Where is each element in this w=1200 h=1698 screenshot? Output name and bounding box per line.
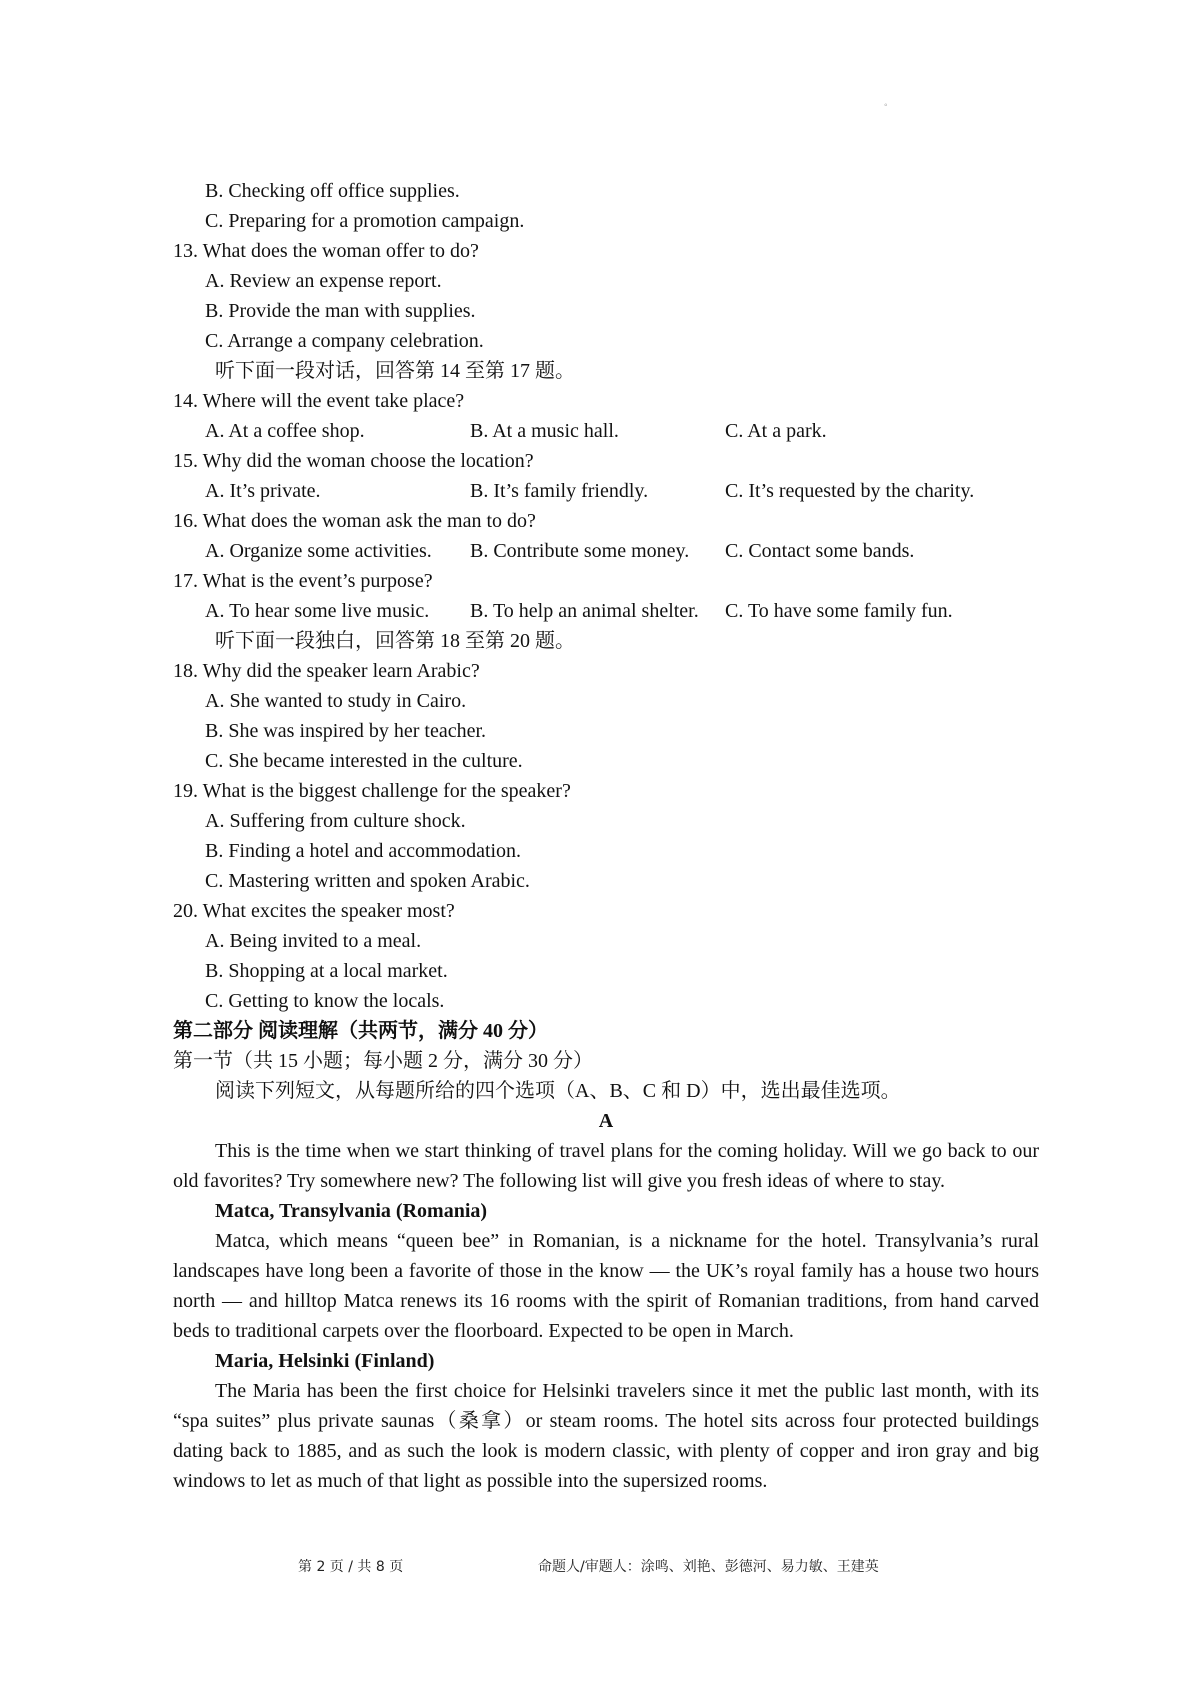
question-16: 16. What does the woman ask the man to do? (173, 510, 536, 532)
options-row-17 (173, 596, 1039, 626)
option-a: A. It’s private. (205, 480, 321, 502)
option-line: A. Review an expense report. (205, 270, 442, 292)
question-20: 20. What excites the speaker most? (173, 900, 455, 922)
option-c: C. To have some family fun. (725, 600, 953, 622)
option-b: B. To help an animal shelter. (470, 600, 699, 622)
hotel1-paragraph: Matca, which means “queen bee” in Romanian, is a nickname for the hotel. Transylvania’s rural landscapes have long been a favorite of those in the know — the UK’s royal family has a house two hours north — and hilltop Matca renews its 16 rooms with the spirit of Romanian traditions, from hand carved beds to traditional carpets over the floorboard. Expected to be open in March. (173, 1230, 1039, 1342)
question-14: 14. Where will the event take place? (173, 390, 465, 412)
page-content (173, 176, 1039, 1496)
option-c: C. Contact some bands. (725, 540, 915, 562)
option-line: C. Preparing for a promotion campaign. (205, 210, 525, 232)
question-15: 15. Why did the woman choose the location? (173, 450, 534, 472)
question-18: 18. Why did the speaker learn Arabic? (173, 660, 480, 682)
option-b: B. Contribute some money. (470, 540, 690, 562)
hotel2-title: Maria, Helsinki (Finland) (215, 1350, 435, 1372)
option-b: B. It’s family friendly. (470, 480, 649, 502)
authors: 命题人/审题人：涂鸣、刘艳、彭德河、易力敏、王建英 (538, 1559, 879, 1575)
instruction-14-17: 听下面一段对话，回答第 14 至第 17 题。 (215, 360, 575, 382)
question-17: 17. What is the event’s purpose? (173, 570, 433, 592)
section1-title: 第一节（共 15 小题；每小题 2 分，满分 30 分） (173, 1050, 593, 1072)
option-c: C. Getting to know the locals. (205, 990, 445, 1012)
option-a: A. At a coffee shop. (205, 420, 365, 442)
instruction-18-20: 听下面一段独白，回答第 18 至第 20 题。 (215, 630, 575, 652)
intro-paragraph: This is the time when we start thinking of travel plans for the coming holiday. Will we go back to our old favorites? Try somewhere new? The following list will give you fresh ideas of where to stay. (173, 1140, 1039, 1192)
part2-title: 第二部分 阅读理解（共两节，满分 40 分） (173, 1020, 548, 1042)
option-b: B. She was inspired by her teacher. (205, 720, 487, 742)
option-a: A. Being invited to a meal. (205, 930, 422, 952)
question-13: 13. What does the woman offer to do? (173, 240, 479, 262)
hotel1-title: Matca, Transylvania (Romania) (215, 1200, 488, 1222)
hotel2-paragraph: The Maria has been the first choice for Helsinki travelers since it met the public last month, with its “spa suites” plus private saunas（桑拿）or steam rooms. The hotel sits across four protected buildings dating back to 1885, and as such the look is modern classic, with plenty of copper and iron gray and big windows to let as much of that light as possible into the supersized rooms. (173, 1380, 1039, 1492)
options-row-14 (173, 416, 1039, 446)
option-line: B. Provide the man with supplies. (205, 300, 476, 322)
option-b: B. Finding a hotel and accommodation. (205, 840, 522, 862)
option-c: C. At a park. (725, 420, 827, 442)
option-line: C. Arrange a company celebration. (205, 330, 484, 352)
option-a: A. She wanted to study in Cairo. (205, 690, 467, 712)
option-c: C. Mastering written and spoken Arabic. (205, 870, 530, 892)
option-b: B. At a music hall. (470, 420, 619, 442)
option-b: B. Shopping at a local market. (205, 960, 448, 982)
passage-letter: A (598, 1110, 614, 1132)
option-c: C. It’s requested by the charity. (725, 480, 975, 502)
option-c: C. She became interested in the culture. (205, 750, 523, 772)
option-a: A. Organize some activities. (205, 540, 432, 562)
question-19: 19. What is the biggest challenge for the speaker? (173, 780, 571, 802)
option-a: A. Suffering from culture shock. (205, 810, 466, 832)
page-number: 第 2 页 / 共 8 页 (298, 1559, 404, 1575)
option-a: A. To hear some live music. (205, 600, 430, 622)
top-mark: ◦ (884, 100, 888, 111)
options-row-16 (173, 536, 1039, 566)
option-line: B. Checking off office supplies. (205, 180, 460, 202)
options-row-15 (173, 476, 1039, 506)
section1-instruction: 阅读下列短文，从每题所给的四个选项（A、B、C 和 D）中，选出最佳选项。 (215, 1080, 901, 1102)
